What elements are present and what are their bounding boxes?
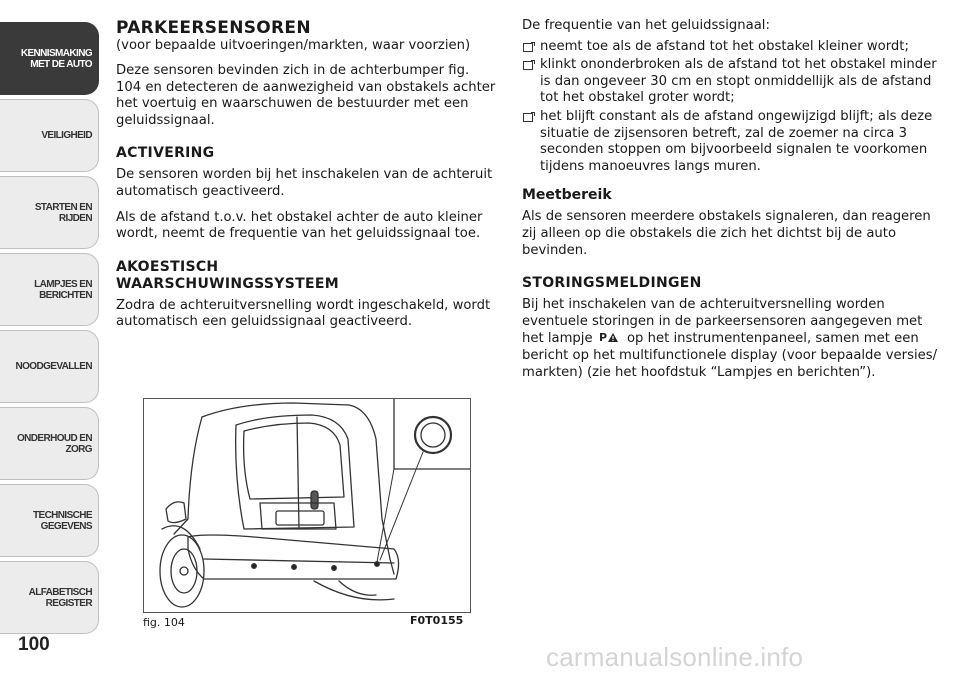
section-subtitle: (voor bepaalde uitvoeringen/markten, waar voorzien) <box>116 38 471 53</box>
storing-paragraph <box>522 297 942 381</box>
storing-text-after: op het instrumentenpaneel, samen met een bericht op het multifunctionele display (voor bepaalde versies/ markten) (zie het hoofdstuk “Lampjes en berichten”). <box>522 331 938 380</box>
storing-text-before: Bij het inschakelen van de achteruitversnelling worden eventuele storingen in de parkeersensoren aangegeven met het lampje <box>522 297 923 347</box>
tab-technische-gegevens[interactable]: TECHNISCHE GEGEVENS <box>0 484 99 557</box>
svg-text:P: P <box>598 331 607 345</box>
tab-veiligheid[interactable]: VEILIGHEID <box>0 99 99 172</box>
checkbox-bullet-icon <box>523 61 533 70</box>
frequency-list <box>522 39 942 176</box>
figure-code: F0T0155 <box>410 614 464 627</box>
tab-starten-en-rijden[interactable]: STARTEN EN RIJDEN <box>0 176 99 249</box>
akoestisch-heading-line1: AKOESTISCH <box>116 258 219 275</box>
tab-onderhoud-en-zorg[interactable]: ONDERHOUD EN ZORG <box>0 407 99 480</box>
list-item <box>522 57 942 107</box>
watermark: carmanualsonline.info <box>546 642 804 672</box>
section-title: PARKEERSENSOREN <box>116 18 311 38</box>
parking-sensor-warning-icon <box>599 330 621 344</box>
meetbereik-heading: Meetbereik <box>522 187 612 204</box>
list-item-text: neemt toe als de afstand tot het obstakel kleiner wordt; <box>540 38 909 54</box>
right-column <box>522 18 942 381</box>
storing-heading: STORINGSMELDINGEN <box>522 275 702 292</box>
tab-kennismaking[interactable]: KENNISMAKING MET DE AUTO <box>0 22 99 95</box>
akoestisch-heading <box>116 259 496 293</box>
frequency-intro: De frequentie van het geluidssignaal: <box>522 18 770 33</box>
list-item <box>522 109 942 175</box>
tab-alfabetisch-register[interactable]: ALFABETISCH REGISTER <box>0 561 99 634</box>
checkbox-bullet-icon <box>523 113 533 122</box>
tab-lampjes-en-berichten[interactable]: LAMPJES EN BERICHTEN <box>0 253 99 326</box>
activering-paragraph-1: De sensoren worden bij het inschakelen van de achteruit automatisch geactiveerd. <box>116 167 493 199</box>
activering-heading: ACTIVERING <box>116 145 215 162</box>
page-number: 100 <box>18 634 50 655</box>
akoestisch-heading-line2: WAARSCHUWINGSSYSTEEM <box>116 275 339 292</box>
meetbereik-paragraph: Als de sensoren meerdere obstakels signaleren, dan reageren zij alleen op die obstakels die zich het dichtst bij de auto bevinden. <box>522 209 931 258</box>
activering-paragraph-2: Als de afstand t.o.v. het obstakel achter de auto kleiner wordt, neemt de frequentie van het geluidssignaal toe. <box>116 209 483 242</box>
left-column <box>116 18 496 331</box>
rear-bumper-illustration <box>143 398 471 613</box>
list-item <box>522 39 942 56</box>
list-item-text: het blijft constant als de afstand ongewijzigd blijft; als deze situatie de zijsensoren betreft, zal de zoemer na circa 3 seconden stoppen om bijvoorbeeld signalen te voorkomen tijdens manoeuvres langs muren. <box>540 108 933 174</box>
checkbox-bullet-icon <box>523 43 533 52</box>
intro-paragraph: Deze sensoren bevinden zich in de achterbumper fig. 104 en detecteren de aanwezigheid van obstakels achter het voertuig en waarschuwen de bestuurder met een geluidssignaal. <box>116 63 496 128</box>
akoestisch-paragraph: Zodra de achteruitversnelling wordt ingeschakeld, wordt automatisch een geluidssignaal geactiveerd. <box>116 297 491 330</box>
van-rear-drawing <box>144 399 471 613</box>
tab-noodgevallen[interactable]: NOODGEVALLEN <box>0 330 99 403</box>
list-item-text: klinkt ononderbroken als de afstand tot het obstakel minder is dan ongeveer 30 cm en stopt onmiddellijk als de afstand tot het obstakel groter wordt; <box>540 57 937 106</box>
figure-caption: fig. 104 <box>143 616 185 629</box>
